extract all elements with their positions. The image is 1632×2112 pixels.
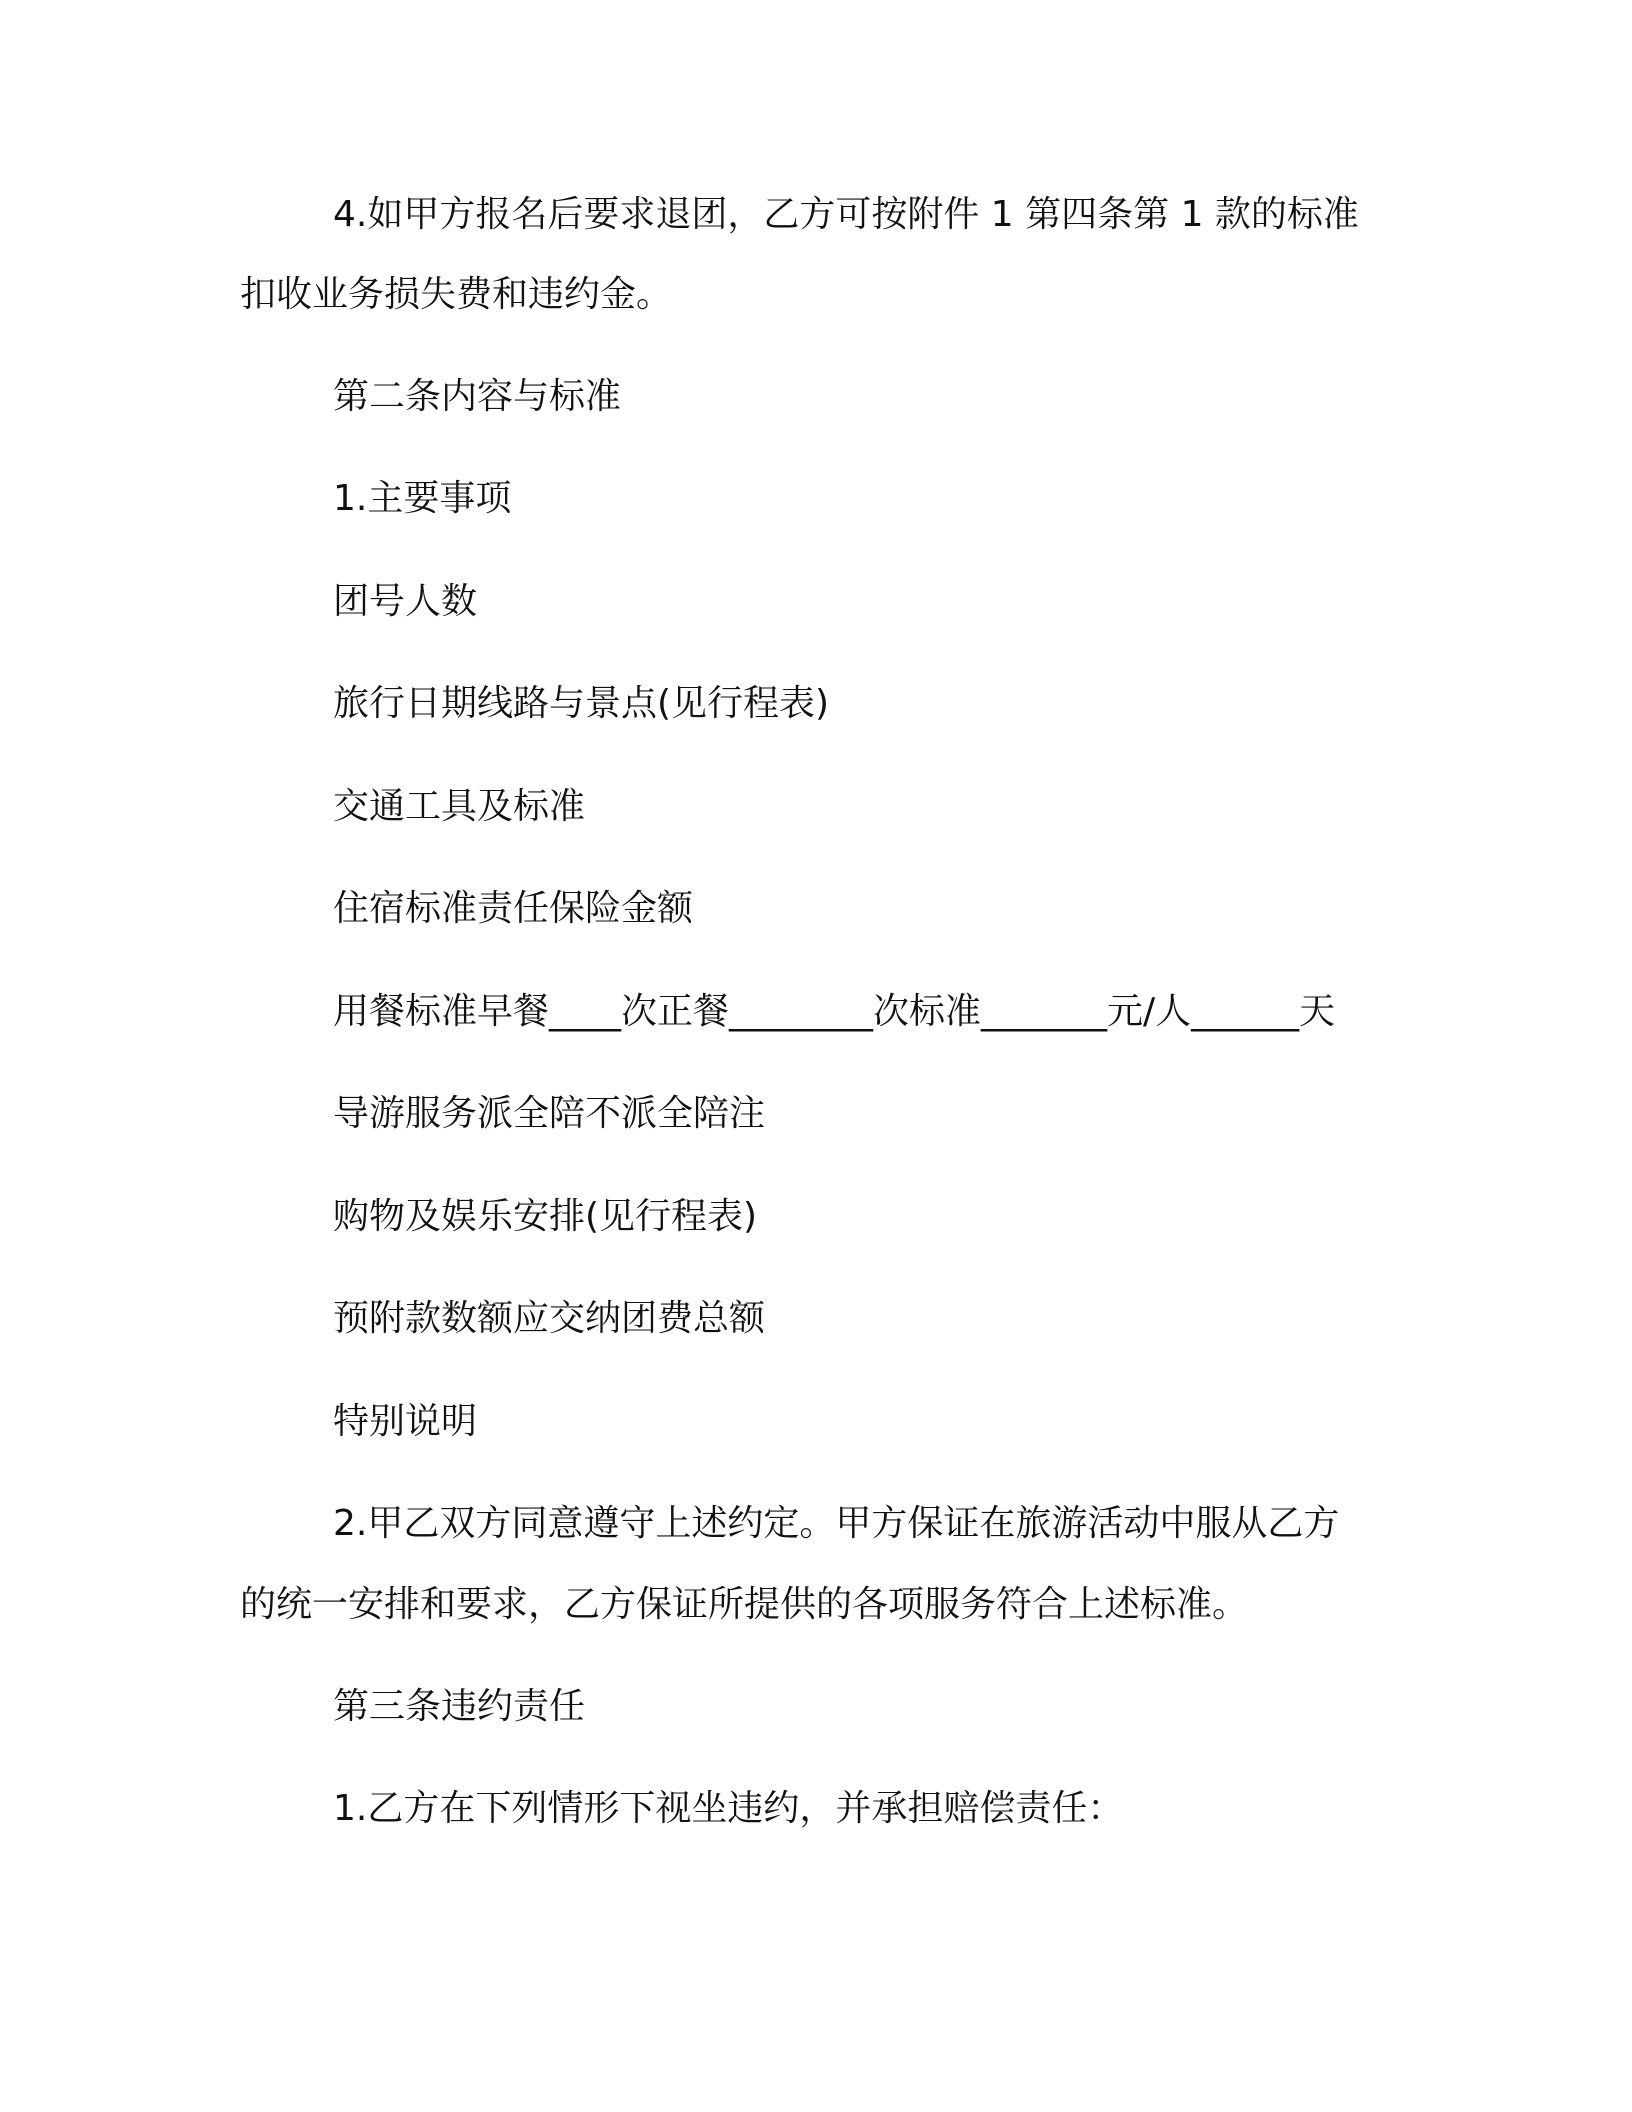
paragraph-agreement-line-2: 的统一安排和要求，乙方保证所提供的各项服务符合上述标准。: [240, 1584, 1249, 1625]
item-transport: 交通工具及标准: [333, 786, 586, 827]
paragraph-agreement-line-1: 2.甲乙双方同意遵守上述约定。甲方保证在旅游活动中服从乙方: [333, 1503, 1340, 1544]
paragraph-breach-conditions: 1.乙方在下列情形下视坐违约，并承担赔偿责任：: [333, 1788, 1124, 1829]
section-heading-liability: 第三条违约责任: [333, 1686, 586, 1727]
section-heading-content-standard: 第二条内容与标准: [333, 376, 622, 417]
item-prepayment: 预附款数额应交纳团费总额: [333, 1298, 766, 1339]
item-meal-standard: 用餐标准早餐____次正餐________次标准_______元/人______天: [333, 991, 1336, 1032]
item-special-notes: 特别说明: [333, 1401, 478, 1442]
paragraph-refund-line-2: 扣收业务损失费和违约金。: [240, 274, 673, 315]
item-shopping-entertainment: 购物及娱乐安排(见行程表): [333, 1196, 758, 1237]
item-accommodation: 住宿标准责任保险金额: [333, 888, 694, 929]
paragraph-refund-line-1: 4.如甲方报名后要求退团，乙方可按附件 1 第四条第 1 款的标准: [333, 194, 1359, 235]
item-guide-service: 导游服务派全陪不派全陪注: [333, 1093, 766, 1134]
item-travel-date-route: 旅行日期线路与景点(见行程表): [333, 683, 830, 724]
subheading-main-items: 1.主要事项: [333, 478, 512, 519]
item-group-number: 团号人数: [333, 581, 478, 622]
